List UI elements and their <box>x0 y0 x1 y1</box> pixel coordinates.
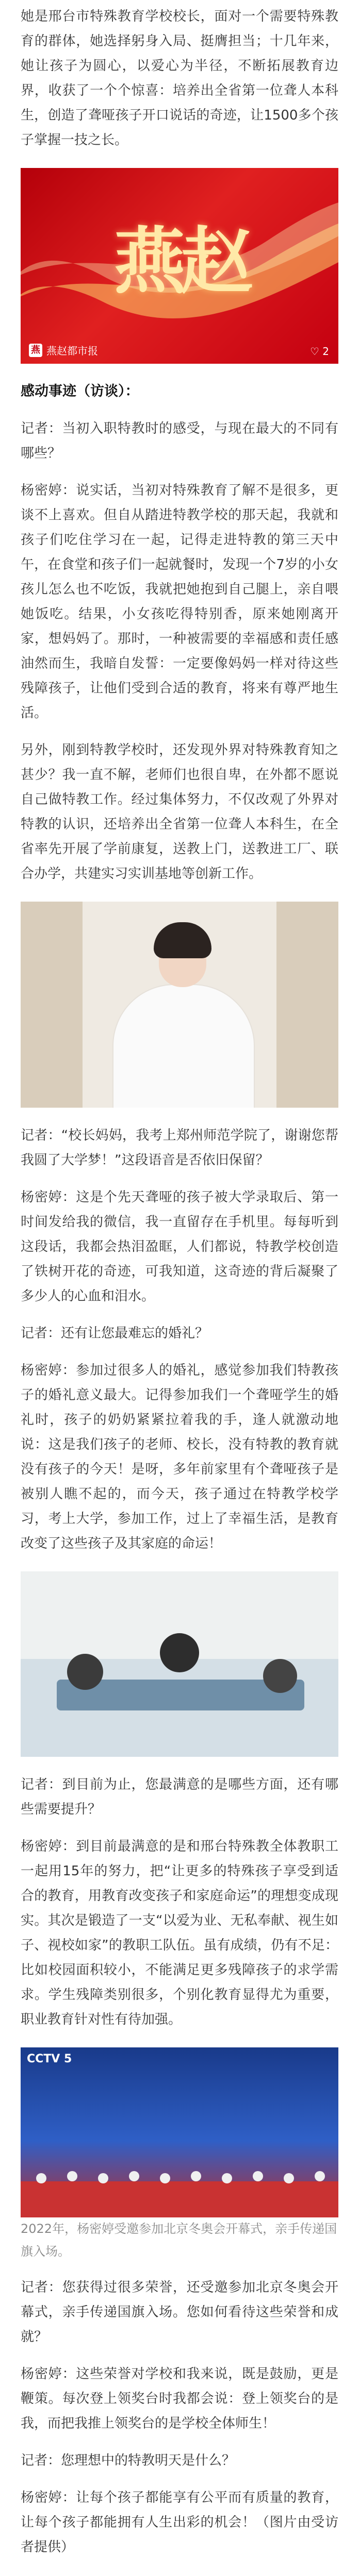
channel-logo: CCTV 5 <box>27 2053 72 2065</box>
qa-paragraph: 另外，刚到特教学校时，还发现外界对特殊教育知之甚少？我一直不解，老师们也很自卑，在外都不愿说自己做特教工作。经过集体努力，不仅改观了外界对特教的认识，还培养出全省第一位聋人本科生，在全省率先开展了学前康复，送教上门，送教进工厂、联合办学，共建实习实训基地等创新工作。 <box>21 742 338 882</box>
banner-title-glyph: 燕赵 <box>113 219 248 304</box>
qa-paragraph: 记者：您获得过很多荣誉，还受邀参加北京冬奥会开幕式，亲手传递国旗入场。您如何看待这些荣誉和成就？ <box>21 2280 338 2345</box>
qa-paragraph: 记者：“校长妈妈，我考上郑州师范学院了，谢谢您帮我圆了大学梦！”这段语音是否依旧保留？ <box>21 1128 338 1168</box>
olympics-image[interactable] <box>21 2047 338 2217</box>
qa-paragraph: 记者：当初入职特教时的感受，与现在最大的不同有哪些？ <box>21 421 338 461</box>
kid-figure <box>263 1659 297 1693</box>
person-hair <box>154 922 211 958</box>
intro-paragraph: 她是邢台市特殊教育学校校长，面对一个需要特殊教育的群体，她选择躬身入局、挺膺担当；十几年来，她让孩子为圆心，以爱心为半径，不断拓展教育边界，收获了一个个惊喜：培养出全省第一位聋人本科生，创造了聋哑孩子开口说话的奇迹，让1500多个孩子掌握一技之长。 <box>21 9 338 148</box>
source-logo-icon: 燕 <box>29 344 42 357</box>
qa-paragraph: 杨密婷：让每个孩子都能享有公平而有质量的教育，让每个孩子都能拥有人生出彩的机会！（图片由受访者提供） <box>21 2490 338 2555</box>
crowd-graphic <box>21 2161 338 2217</box>
likes-counter[interactable] <box>310 345 329 358</box>
portrait-image[interactable] <box>21 902 338 1108</box>
qa-paragraph: 杨密婷：这是个先天聋哑的孩子被大学录取后、第一时间发给我的微信，我一直留存在手机里。每每听到这段话，我都会热泪盈眶，人们都说，特教学校创造了铁树开花的奇迹，可我知道，这奇迹的背后凝聚了多少人的心血和泪水。 <box>21 1190 338 1304</box>
section-heading: 感动事迹（访谈）： <box>21 383 139 399</box>
banner-image[interactable] <box>21 168 338 364</box>
heart-icon: ♡ <box>309 345 319 358</box>
classroom-image[interactable] <box>21 1571 338 1757</box>
bookshelf-left <box>21 902 83 1108</box>
qa-paragraph: 杨密婷：到目前最满意的是和邢台特殊教全体教职工一起用15年的努力，把“让更多的特殊孩子享受到适合的教育，用教育改变孩子和家庭命运”的理想变成现实。其次是锻造了一支“以爱为业、无私奉献、视生如子、视校如家”的教职工队伍。虽有成绩，仍有不足：比如校园面积较小，不能满足更多残障孩子的求学需求。学生残障类别很多，个别化教育显得尤为重要，职业教育针对性有待加强。 <box>21 1839 338 2027</box>
qa-paragraph: 记者：还有让您最难忘的婚礼？ <box>21 1326 209 1341</box>
qa-paragraph: 记者：您理想中的特教明天是什么？ <box>21 2453 236 2468</box>
image-caption: 2022年，杨密婷受邀参加北京冬奥会开幕式，亲手传递国旗入场。 <box>21 2222 337 2259</box>
qa-paragraph: 杨密婷：说实话，当初对特殊教育了解不是很多，更谈不上喜欢。但自从踏进特教学校的那天起，我就和孩子们吃住学习在一起，记得走进特教的第三天中午，在食堂和孩子们一起就餐时，发现一个7岁的小女孩儿怎么也不吃饭，我就把她抱到自己腿上，亲自喂她饭吃。结果，小女孩吃得特别香，原来她刚离开家，想妈妈了。那时，一种被需要的幸福感和责任感油然而生，我暗自发誓：一定要像妈妈一样对待这些残障孩子，让他们受到合适的教育，将来有尊严地生活。 <box>21 483 338 721</box>
qa-paragraph: 记者：到目前为止，您最满意的是哪些方面，还有哪些需要提升？ <box>21 1777 338 1817</box>
person-body <box>112 984 255 1108</box>
likes-count: 2 <box>322 345 329 358</box>
bookshelf-right <box>276 902 338 1108</box>
kid-figure <box>67 1654 103 1690</box>
source-label <box>29 343 98 358</box>
qa-paragraph: 杨密婷：这些荣誉对学校和我来说，既是鼓励，更是鞭策。每次登上领奖台时我都会说：登上领奖台的是我，而把我推上领奖台的是学校全体师生！ <box>21 2366 338 2431</box>
source-name: 燕赵都市报 <box>46 345 98 357</box>
teacher-figure <box>160 1633 199 1672</box>
qa-paragraph: 杨密婷：参加过很多人的婚礼，感觉参加我们特教孩子的婚礼意义最大。记得参加我们一个聋哑学生的婚礼时，孩子的奶奶紧紧拉着我的手，逢人就激动地说：这是我们孩子的老师、校长，没有特教的教育就没有孩子的今天！是呀，多年前家里有个聋哑孩子是被别人瞧不起的，而今天，孩子通过在特教学校学习，考上大学，参加工作，过上了幸福生活，是教育改变了这些孩子及其家庭的命运！ <box>21 1363 338 1551</box>
